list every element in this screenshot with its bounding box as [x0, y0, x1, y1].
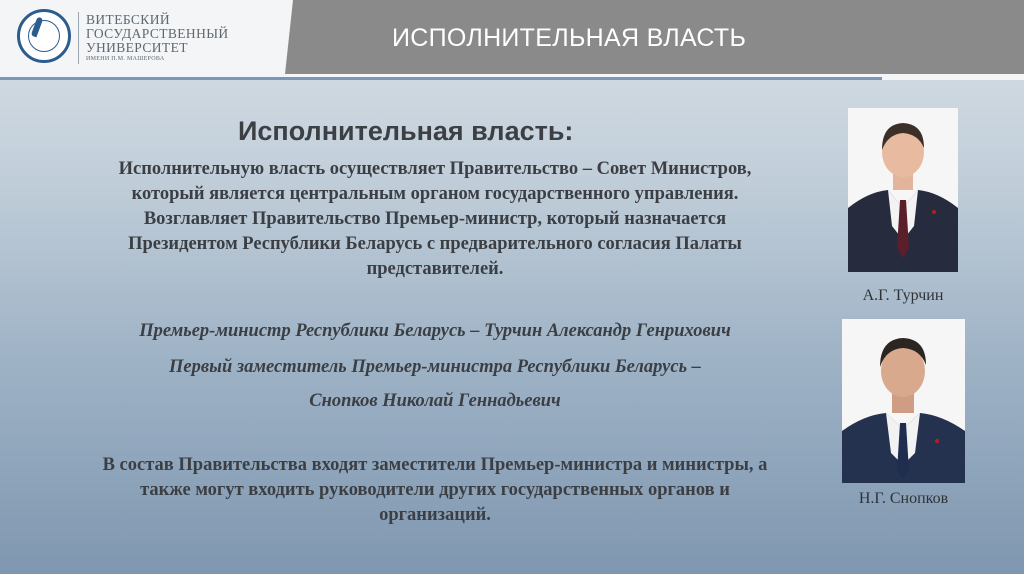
- logo-line-2: ГОСУДАРСТВЕННЫЙ: [86, 26, 229, 41]
- composition-line: организаций.: [379, 505, 491, 525]
- portrait-caption-snopkov: Н.Г. Снопков: [858, 490, 949, 507]
- intro-paragraph: [50, 157, 820, 282]
- university-emblem-icon: [17, 9, 71, 63]
- logo-line-3: УНИВЕРСИТЕТ: [86, 40, 188, 55]
- section-heading: Исполнительная власть:: [238, 116, 574, 146]
- first-deputy-line: Первый заместитель Премьер-министра Республики Беларусь –: [169, 357, 701, 377]
- composition-line: также могут входить руководители других государственных органов и: [140, 480, 730, 500]
- composition-line: В состав Правительства входят заместители Премьер-министра и министры, а: [102, 455, 768, 475]
- intro-line: Исполнительную власть осуществляет Правительство – Совет Министров,: [118, 159, 752, 179]
- slide-title: ИСПОЛНИТЕЛЬНАЯ ВЛАСТЬ: [392, 24, 747, 52]
- university-name: [86, 13, 229, 63]
- portrait-caption-turchin: А.Г. Турчин: [862, 287, 944, 304]
- header-bar: [0, 0, 1024, 80]
- intro-line: Президентом Республики Беларусь с предварительного согласия Палаты: [128, 234, 742, 254]
- first-deputy-name: Снопков Николай Геннадьевич: [309, 391, 561, 411]
- person-portrait-icon: [842, 319, 965, 483]
- person-portrait-icon: [848, 108, 958, 272]
- intro-line: представителей.: [366, 259, 504, 279]
- prime-minister-line: Премьер-министр Республики Беларусь – Турчин Александр Генрихович: [139, 321, 731, 341]
- logo-line-1: ВИТЕБСКИЙ: [86, 12, 171, 27]
- accent-divider: [0, 77, 882, 80]
- intro-line: который является центральным органом государственного управления.: [131, 184, 739, 204]
- logo-divider: [78, 12, 79, 64]
- composition-paragraph: [50, 453, 820, 528]
- portrait-turchin: [848, 108, 958, 272]
- portrait-snopkov: [842, 319, 965, 483]
- intro-line: Возглавляет Правительство Премьер-министр, который назначается: [143, 209, 727, 229]
- logo-subtitle: ИМЕНИ П.М. МАШЕРОВА: [86, 56, 165, 62]
